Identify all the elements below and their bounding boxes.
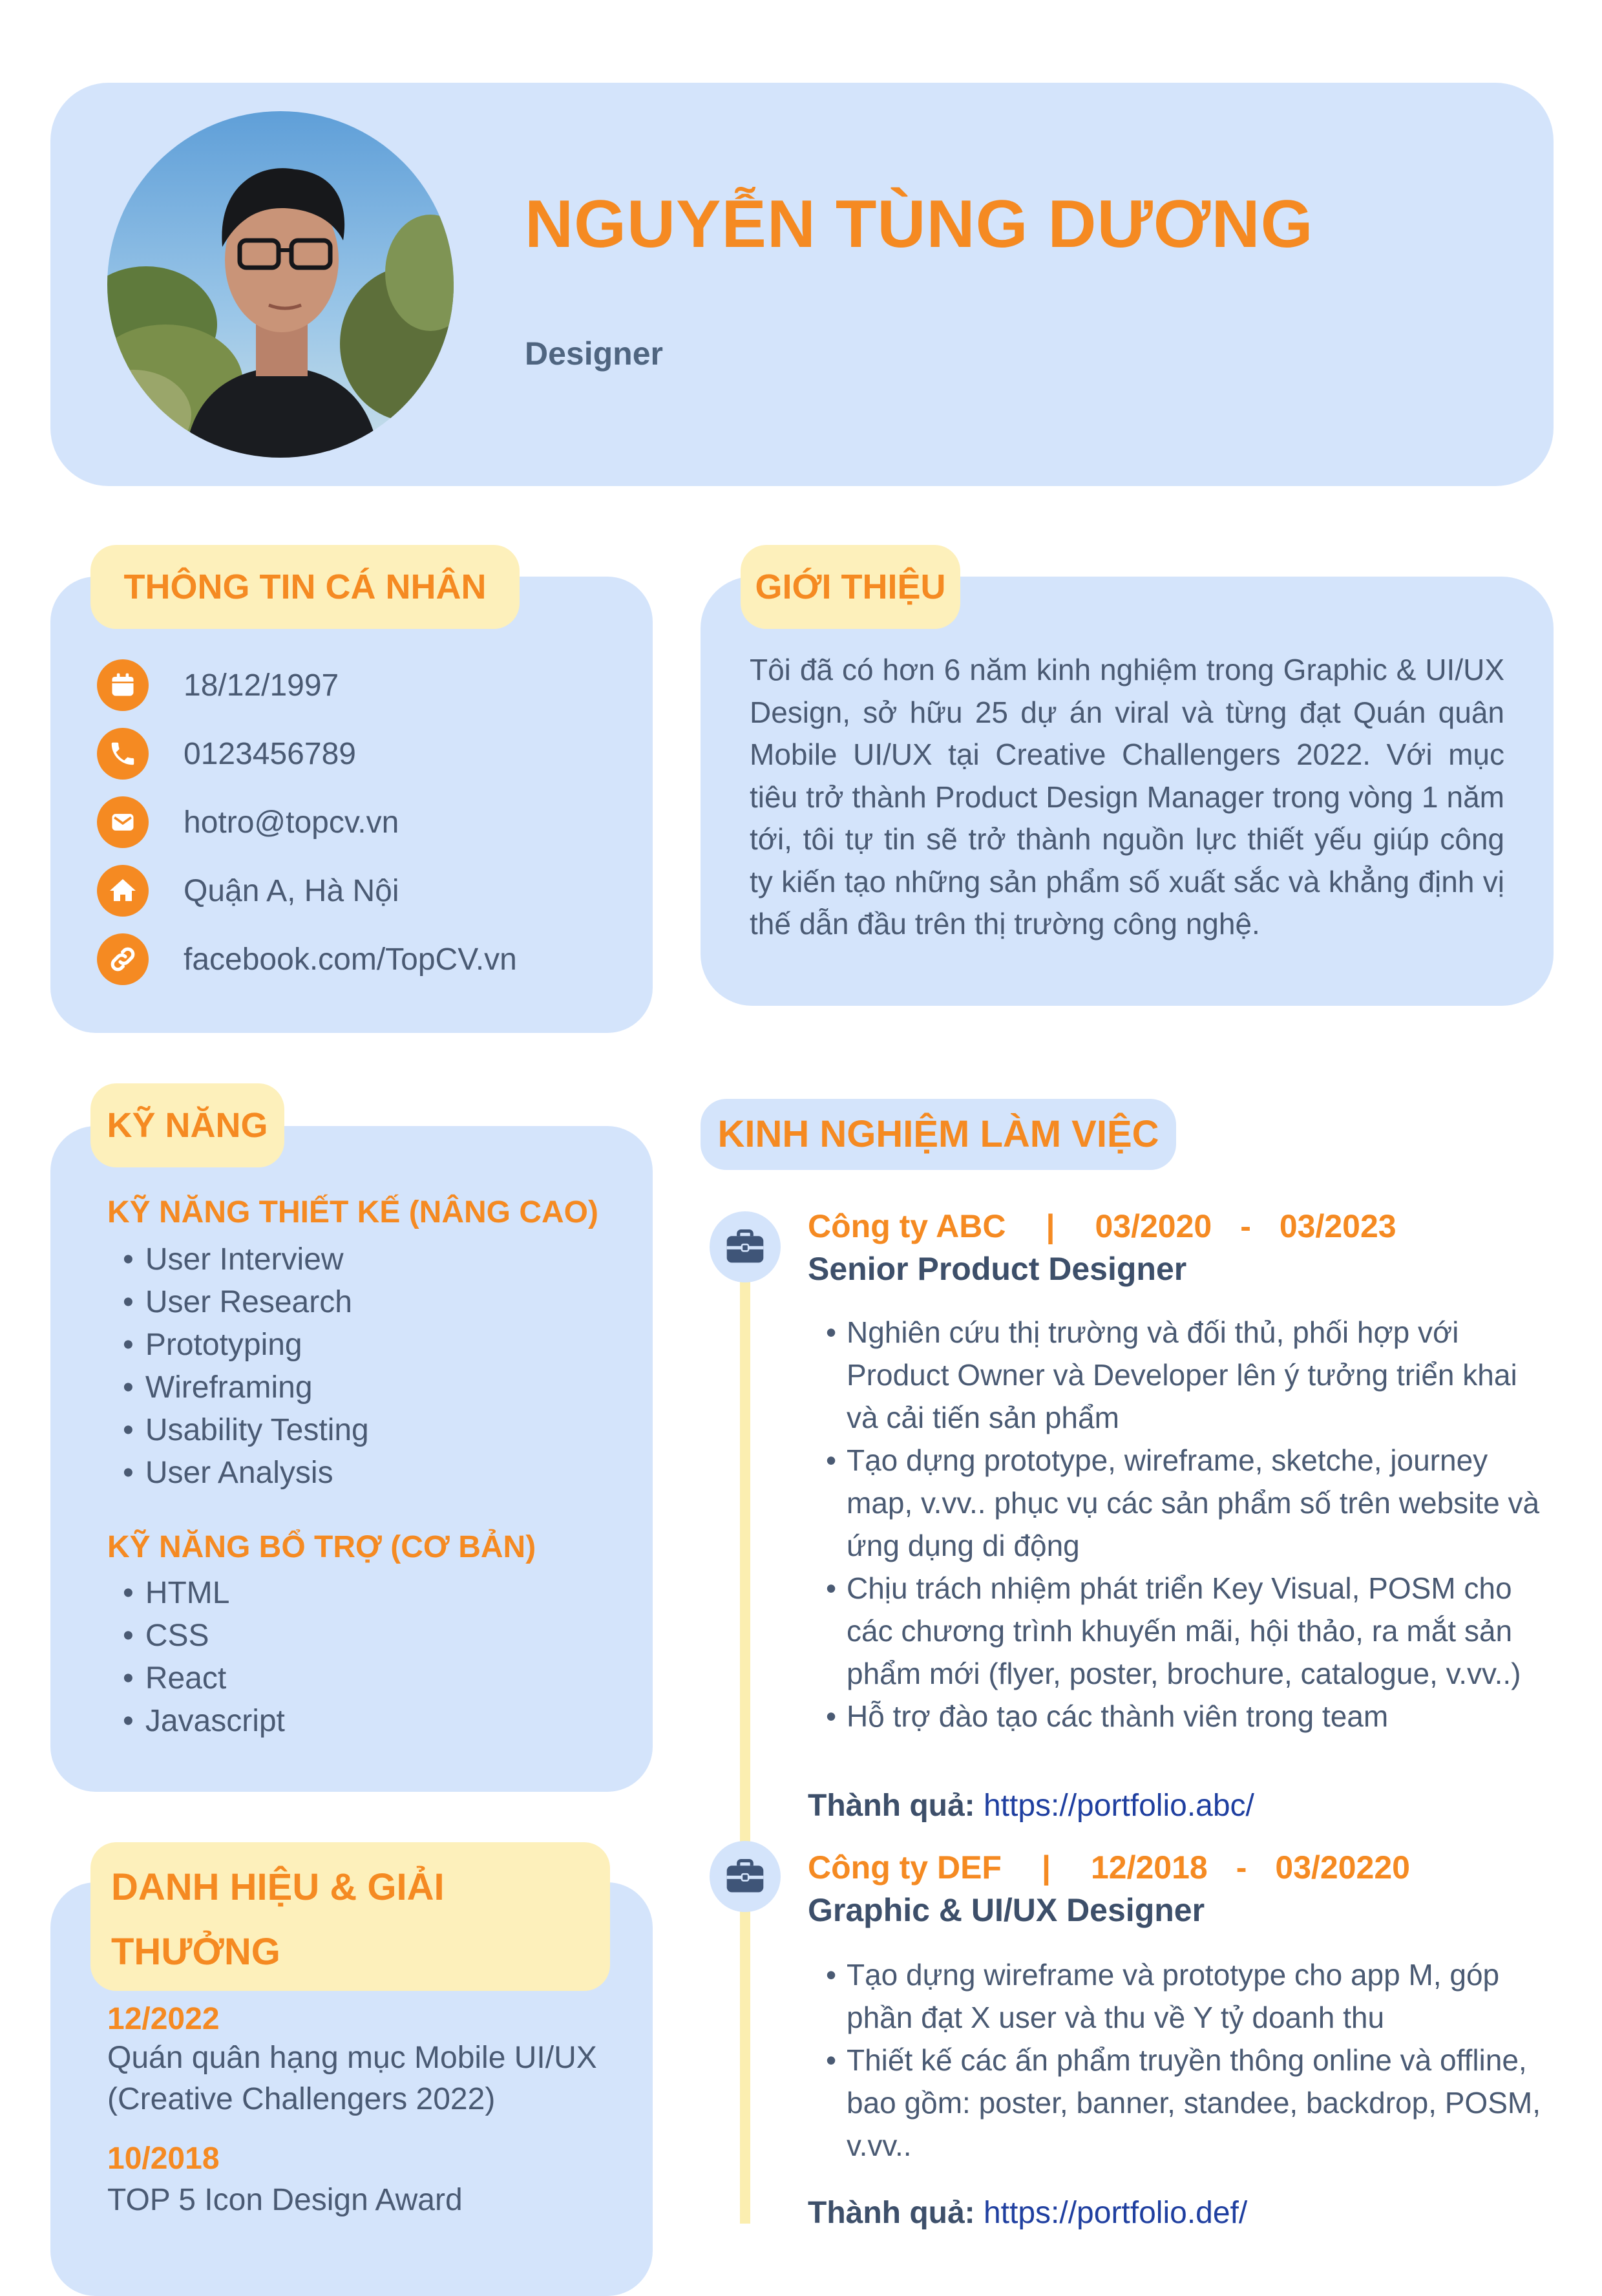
company-name: Công ty ABC: [808, 1208, 1006, 1244]
home-icon: [97, 865, 149, 917]
skill-list-design: [123, 1238, 369, 1494]
date-dash: -: [1236, 1849, 1247, 1886]
website-text: facebook.com/TopCV.vn: [184, 942, 517, 977]
job-bullet: • Nghiên cứu thị trường và đối thủ, phối hợp với Product Owner và Developer lên ý tưởng triển khai và cải tiến sản phẩm: [826, 1311, 1556, 1439]
award-desc: TOP 5 Icon Design Award: [107, 2183, 463, 2217]
job-header: [808, 1207, 1396, 1245]
email-text: hotro@topcv.vn: [184, 805, 399, 840]
job-bullets: [826, 1311, 1556, 1738]
portfolio-link[interactable]: https://portfolio.abc/: [983, 1789, 1254, 1823]
job-bullet: • Tạo dựng prototype, wireframe, sketche, journey map, v.vv.. phục vụ các sản phẩm số trên website và ứng dụng di động: [826, 1439, 1556, 1567]
full-name: NGUYỄN TÙNG DƯƠNG: [525, 187, 1314, 262]
awards-heading: DANH HIỆU & GIẢI THƯỞNG: [111, 1866, 445, 1973]
result-label: Thành quả:: [808, 2196, 975, 2230]
skill-item: • Javascript: [123, 1700, 285, 1743]
personal-info-heading: THÔNG TIN CÁ NHÂN: [90, 545, 520, 629]
job-bullet: • Chịu trách nhiệm phát triển Key Visual, POSM cho các chương trình khuyến mãi, hội thảo, ra mắt sản phẩm mới (flyer, poster, brochure, catalogue, v.vv..): [826, 1567, 1556, 1695]
info-row-email: [97, 795, 399, 849]
info-row-phone: [97, 727, 356, 781]
job-bullet: • Tạo dựng wireframe và prototype cho app M, góp phần đạt X user và thu về Y tỷ doanh thu: [826, 1953, 1556, 2039]
calendar-icon: [97, 659, 149, 711]
address-text: Quận A, Hà Nội: [184, 873, 399, 908]
job-bullets: [826, 1953, 1556, 2167]
link-icon: [97, 933, 149, 985]
end-date: 03/2023: [1279, 1208, 1396, 1244]
birthdate-text: 18/12/1997: [184, 668, 339, 703]
skill-list-support: [123, 1572, 285, 1743]
briefcase-icon: [710, 1211, 781, 1282]
skill-group-title: KỸ NĂNG BỔ TRỢ (CƠ BẢN): [107, 1530, 536, 1564]
award-desc: Quán quân hạng mục Mobile UI/UX (Creative Challengers 2022): [107, 2041, 597, 2116]
result-label: Thành quả:: [808, 1789, 975, 1823]
timeline-line: [740, 1215, 750, 2224]
phone-text: 0123456789: [184, 736, 356, 771]
date-dash: -: [1240, 1208, 1251, 1244]
award-date: 10/2018: [107, 2142, 220, 2176]
skill-item: • Prototyping: [123, 1324, 369, 1366]
avatar: [107, 111, 454, 458]
skill-item: • User Interview: [123, 1238, 369, 1281]
skills-heading: KỸ NĂNG: [90, 1083, 284, 1167]
intro-heading: GIỚI THIỆU: [741, 545, 960, 629]
job-header: [808, 1849, 1410, 1886]
job-role: Senior Product Designer: [808, 1251, 1187, 1287]
job-result: [808, 1788, 1254, 1823]
skill-item: • CSS: [123, 1615, 285, 1657]
separator: |: [1041, 1849, 1051, 1886]
skill-item: • Wireframing: [123, 1366, 369, 1409]
info-row-birthdate: [97, 658, 339, 712]
job-bullet: • Thiết kế các ấn phẩm truyền thông online và offline, bao gồm: poster, banner, standee, backdrop, POSM, v.vv..: [826, 2039, 1556, 2167]
portfolio-link[interactable]: https://portfolio.def/: [983, 2196, 1248, 2230]
info-row-address: [97, 864, 399, 918]
skill-item: • Usability Testing: [123, 1409, 369, 1452]
skill-item: • User Research: [123, 1281, 369, 1324]
skill-item: • React: [123, 1657, 285, 1700]
job-title: Designer: [525, 335, 663, 372]
skill-group-title: KỸ NĂNG THIẾT KẾ (NÂNG CAO): [107, 1195, 598, 1229]
end-date: 03/20220: [1275, 1849, 1410, 1886]
award-date: 12/2022: [107, 2002, 220, 2036]
job-bullet: • Hỗ trợ đào tạo các thành viên trong team: [826, 1695, 1556, 1738]
mail-icon: [97, 796, 149, 848]
experience-heading: KINH NGHIỆM LÀM VIỆC: [701, 1099, 1176, 1170]
job-role: Graphic & UI/UX Designer: [808, 1892, 1205, 1928]
info-row-website: [97, 932, 517, 986]
company-name: Công ty DEF: [808, 1849, 1002, 1886]
job-result: [808, 2195, 1247, 2231]
briefcase-icon: [710, 1841, 781, 1912]
start-date: 12/2018: [1090, 1849, 1208, 1886]
separator: |: [1046, 1208, 1055, 1244]
start-date: 03/2020: [1095, 1208, 1212, 1244]
phone-icon: [97, 728, 149, 780]
skill-item: • HTML: [123, 1572, 285, 1615]
skill-item: • User Analysis: [123, 1452, 369, 1494]
intro-text: Tôi đã có hơn 6 năm kinh nghiệm trong Graphic & UI/UX Design, sở hữu 25 dự án viral và từng đạt Quán quân Mobile UI/UX tại Creative Challengers 2022. Với mục tiêu trở thành Product Design Manager trong vòng 1 năm tới, tôi tự tin sẽ trở thành nguồn lực thiết yếu giúp công ty kiến tạo những sản phẩm số xuất sắc và khẳng định vị thế dẫn đầu trên thị trường công nghệ.: [750, 653, 1504, 941]
